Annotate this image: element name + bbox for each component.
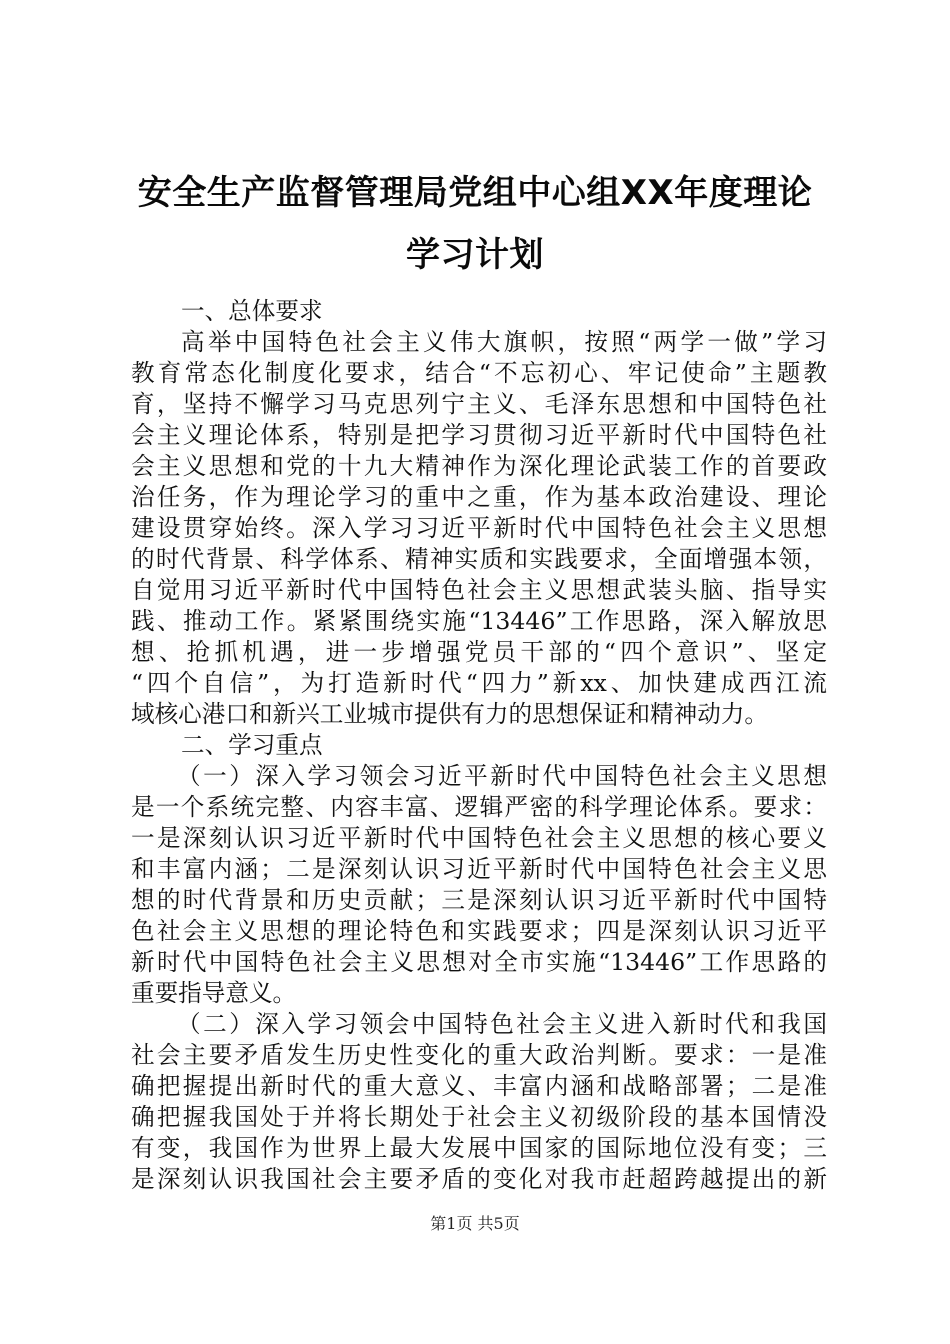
section-heading-2: 二、学习重点: [181, 731, 323, 759]
paragraph-line: 育，坚持不懈学习马克思列宁主义、毛泽东思想和中国特色社: [131, 390, 827, 418]
paragraph-line: 有变，我国作为世界上最大发展中国家的国际地位没有变；三: [131, 1134, 827, 1162]
paragraph-line: 高举中国特色社会主义伟大旗帜，按照“两学一做”学习: [181, 328, 827, 356]
document-body: [131, 296, 827, 1195]
paragraph-line: 自觉用习近平新时代中国特色社会主义思想武装头脑、指导实: [131, 576, 827, 604]
paragraph-line: 重要指导意义。: [131, 979, 297, 1007]
paragraph-line: 确把握提出新时代的重大意义、丰富内涵和战略部署；二是准: [131, 1072, 827, 1100]
subsection-heading-1: （一）深入学习领会习近平新时代中国特色社会主义思想: [177, 762, 827, 790]
title-line-2: 学习计划: [406, 235, 544, 275]
paragraph-line: 新时代中国特色社会主义思想对全市实施“13446”工作思路的: [131, 948, 827, 976]
page-footer: 第1页 共5页: [430, 1214, 520, 1233]
paragraph-line: 想、抢抓机遇，进一步增强党员干部的“四个意识”、坚定: [131, 638, 827, 666]
paragraph-line: “四个自信”，为打造新时代“四力”新xx、加快建成西江流: [131, 669, 827, 697]
title-line-1: 安全生产监督管理局党组中心组XX年度理论: [137, 173, 813, 213]
paragraph-line: 会主义理论体系，特别是把学习贯彻习近平新时代中国特色社: [131, 421, 827, 449]
section-heading-1: 一、总体要求: [181, 297, 323, 325]
paragraph-line: 会主义思想和党的十九大精神作为深化理论武装工作的首要政: [131, 452, 827, 480]
document-title: [120, 162, 830, 286]
paragraph-line: 一是深刻认识习近平新时代中国特色社会主义思想的核心要义: [131, 824, 827, 852]
paragraph-line: 践、推动工作。紧紧围绕实施“13446”工作思路，深入解放思: [131, 607, 827, 635]
paragraph-line: 教育常态化制度化要求，结合“不忘初心、牢记使命”主题教: [131, 359, 827, 387]
paragraph-line: 确把握我国处于并将长期处于社会主义初级阶段的基本国情没: [131, 1103, 827, 1131]
paragraph-line: 是一个系统完整、内容丰富、逻辑严密的科学理论体系。要求：: [131, 793, 827, 821]
paragraph-line: 域核心港口和新兴工业城市提供有力的思想保证和精神动力。: [131, 700, 769, 728]
subsection-heading-2: （二）深入学习领会中国特色社会主义进入新时代和我国: [177, 1010, 827, 1038]
paragraph-line: 想的时代背景和历史贡献；三是深刻认识习近平新时代中国特: [131, 886, 827, 914]
paragraph-line: 色社会主义思想的理论特色和实践要求；四是深刻认识习近平: [131, 917, 827, 945]
paragraph-line: 治任务，作为理论学习的重中之重，作为基本政治建设、理论: [131, 483, 827, 511]
paragraph-line: 社会主要矛盾发生历史性变化的重大政治判断。要求：一是准: [131, 1041, 827, 1069]
paragraph-line: 是深刻认识我国社会主要矛盾的变化对我市赶超跨越提出的新: [131, 1165, 827, 1193]
paragraph-line: 的时代背景、科学体系、精神实质和实践要求，全面增强本领，: [131, 545, 827, 573]
paragraph-line: 建设贯穿始终。深入学习习近平新时代中国特色社会主义思想: [131, 514, 827, 542]
paragraph-line: 和丰富内涵；二是深刻认识习近平新时代中国特色社会主义思: [131, 855, 827, 883]
